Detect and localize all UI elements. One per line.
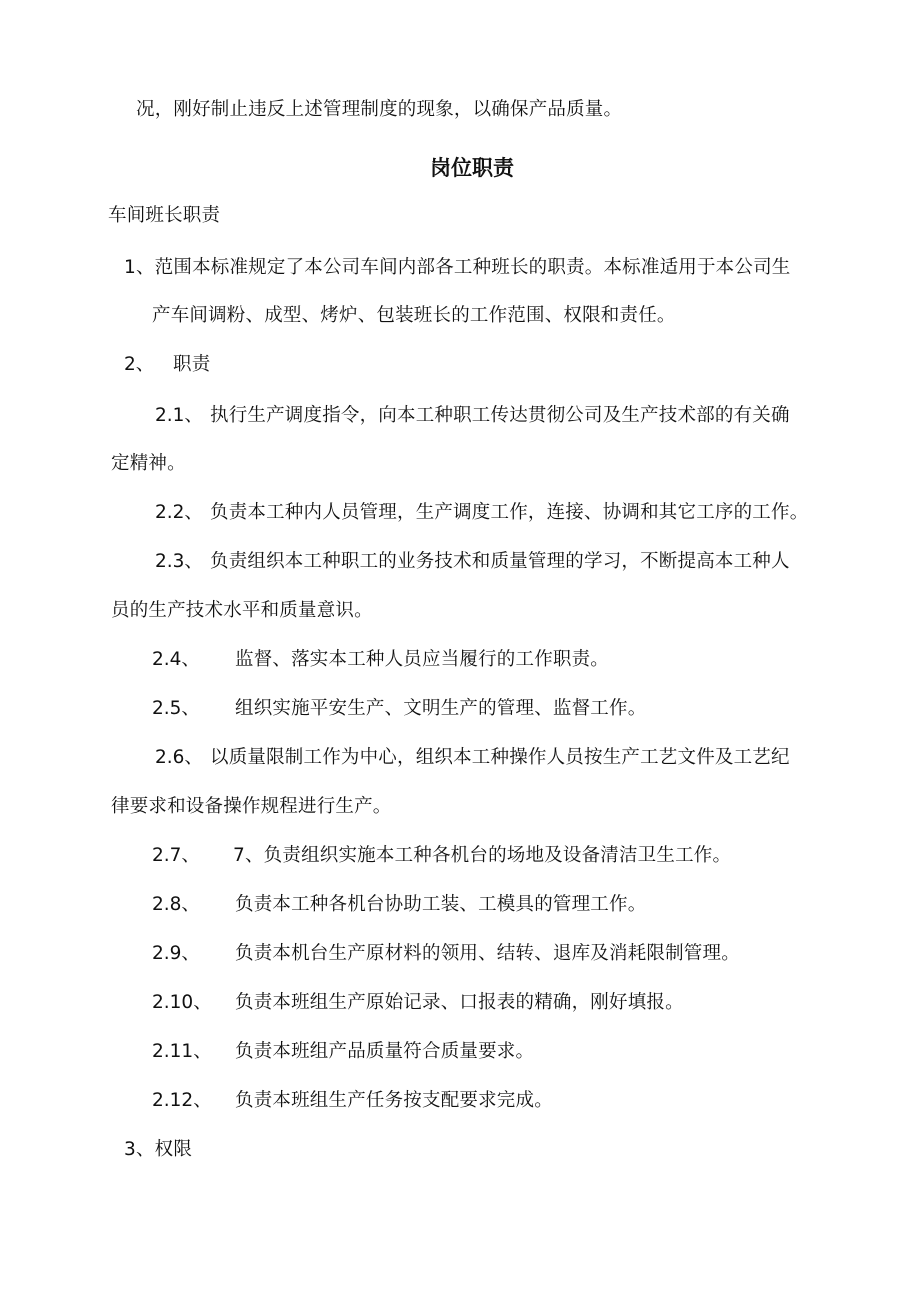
duty-continuation: 定精神。: [111, 453, 186, 474]
duty-number: 2.12、: [152, 1090, 212, 1111]
duty-continuation: 律要求和设备操作规程进行生产。: [111, 796, 392, 817]
duty-number: 2.9、: [152, 943, 200, 964]
item2-number: 2、: [124, 354, 155, 375]
item1-line2: 产车间调粉、成型、烤炉、包装班长的工作范围、权限和责任。: [152, 305, 676, 326]
item1-line1: 1、范围本标准规定了本公司车间内部各工种班长的职责。本标准适用于本公司生: [124, 257, 791, 278]
item3-heading: 3、权限: [124, 1139, 193, 1160]
duty-number: 2.6、: [155, 747, 203, 768]
duty-text: 执行生产调度指令，向本工种职工传达贯彻公司及生产技术部的有关确: [210, 405, 790, 426]
duty-number: 2.10、: [152, 992, 212, 1013]
duty-number: 2.3、: [155, 551, 203, 572]
duty-number: 2.4、: [152, 649, 200, 670]
intro-tail-text: 况，刚好制止违反上述管理制度的现象，以确保产品质量。: [136, 99, 623, 120]
duty-text: 负责组织本工种职工的业务技术和质量管理的学习，不断提高本工种人: [210, 551, 790, 572]
duty-number: 2.8、: [152, 894, 200, 915]
duty-number: 2.1、: [155, 405, 203, 426]
duty-text: 负责本机台生产原材料的领用、结转、退库及消耗限制管理。: [235, 943, 740, 964]
item2-label: 职责: [173, 354, 211, 375]
duty-number: 2.2、: [155, 502, 203, 523]
duty-text: 组织实施平安生产、文明生产的管理、监督工作。: [235, 698, 647, 719]
duty-continuation: 员的生产技术水平和质量意识。: [111, 600, 373, 621]
duty-text: 监督、落实本工种人员应当履行的工作职责。: [235, 649, 610, 670]
duty-text: 负责本班组生产任务按支配要求完成。: [235, 1090, 553, 1111]
duty-number: 2.11、: [152, 1041, 212, 1062]
duty-number: 2.7、: [152, 845, 200, 866]
duty-text: 7、负责组织实施本工种各机台的场地及设备清洁卫生工作。: [233, 845, 732, 866]
duty-text: 负责本班组生产原始记录、口报表的精确，刚好填报。: [235, 992, 684, 1013]
duty-number: 2.5、: [152, 698, 200, 719]
duty-text: 负责本工种内人员管理，生产调度工作，连接、协调和其它工序的工作。: [210, 502, 809, 523]
page-title: 岗位职责: [430, 156, 514, 180]
duty-text: 负责本工种各机台协助工装、工模具的管理工作。: [235, 894, 647, 915]
section-title: 车间班长职责: [108, 205, 221, 226]
duty-text: 以质量限制工作为中心，组织本工种操作人员按生产工艺文件及工艺纪: [210, 747, 790, 768]
duty-text: 负责本班组产品质量符合质量要求。: [235, 1041, 535, 1062]
